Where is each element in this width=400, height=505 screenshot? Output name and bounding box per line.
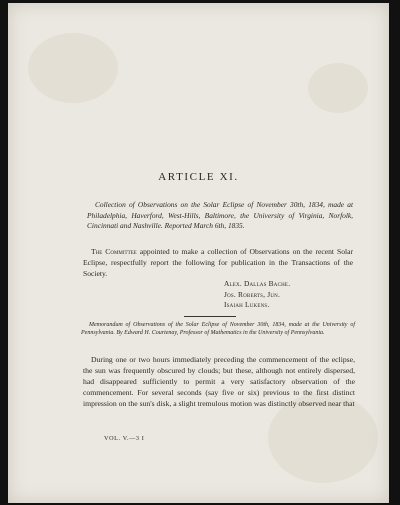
signatures [224, 279, 364, 311]
signature-mark: VOL. V.—3 I [104, 435, 145, 442]
section-rule [184, 316, 236, 317]
body-paragraph: During one or two hours immediately preceding the commencement of the eclipse, the sun was frequently obscured by clouds; but these, although not entirely dispersed, had disappeared sufficiently to permit a very satisfactory observation of the commencement. For several seconds (say five or six) previous to the first distinct impression on the sun's disk, a slight tremulous motion was distinctly observed near that [83, 355, 355, 409]
committee-report [83, 246, 353, 279]
report-lead: The Committee [91, 247, 137, 256]
report-text: appointed to make a collection of Observations on the recent Solar Eclipse, respectfully report the following for publication in the Transactions of the Society. [83, 247, 354, 278]
collection-heading: Collection of Observations on the Solar Eclipse of November 30th, 1834, made at Philadelphia, Haverford, West-Hills, Baltimore, the University of Virginia, Norfolk, Cincinnati and Nashville. Reported March 6th, 1835. [87, 200, 353, 231]
article-title: ARTICLE XI. [158, 171, 239, 183]
signature-lukens: Isaiah Lukens. [224, 300, 270, 310]
signature-bache: Alex. Dallas Bache. [224, 279, 291, 288]
memorandum-heading: Memorandum of Observations of the Solar Eclipse of November 30th, 1834, made at the University of Pennsylvania. By Edward H. Courtenay, Professor of Mathematics in the University of Pennsylvania. [81, 322, 355, 337]
document-page [8, 3, 389, 503]
signature-roberts: Jos. Roberts, Jun. [224, 289, 281, 299]
